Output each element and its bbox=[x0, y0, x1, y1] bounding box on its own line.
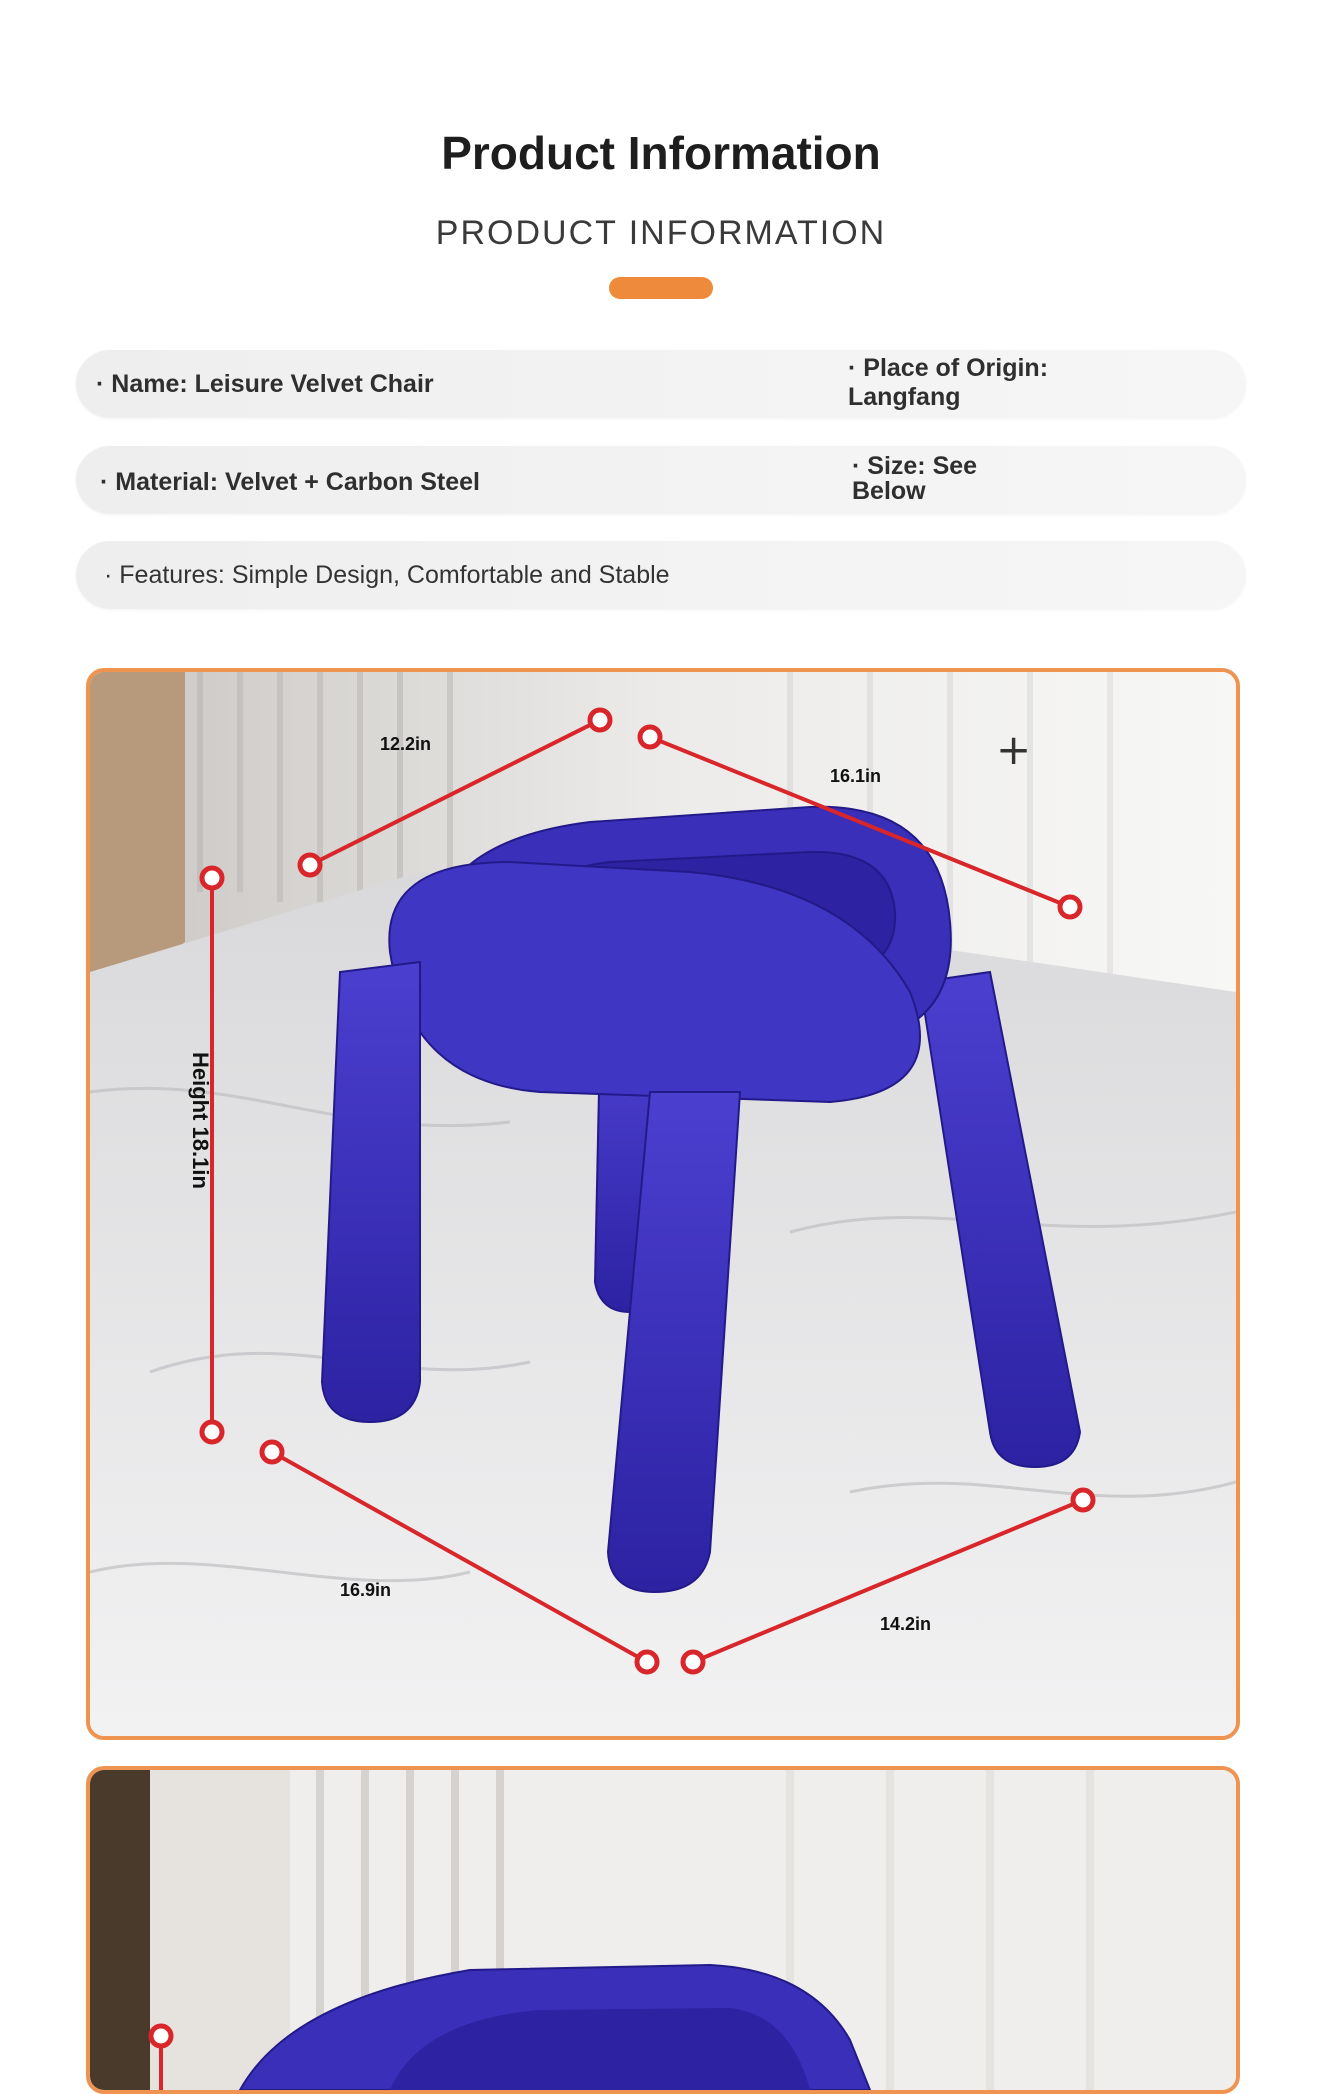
label-height: Height 18.1in bbox=[188, 1052, 213, 1189]
second-wood-wall bbox=[90, 1770, 150, 2090]
spec-size-line1: · Size: See bbox=[852, 452, 978, 480]
spec-row-material-size bbox=[76, 446, 1246, 514]
spec-features: · Features: Simple Design, Comfortable and Stable bbox=[104, 561, 670, 589]
spec-row-features bbox=[76, 541, 1246, 609]
spec-origin-line1: · Place of Origin: bbox=[848, 354, 1049, 382]
dimension-photo bbox=[86, 668, 1240, 1740]
label-base-depth: 16.9in bbox=[340, 1580, 392, 1600]
page-title: Product Information bbox=[441, 127, 881, 179]
spec-size-line2: Below bbox=[852, 477, 926, 505]
label-seat-depth: 12.2in bbox=[380, 734, 432, 754]
spec-size bbox=[852, 454, 977, 504]
spec-row-name-origin bbox=[76, 350, 1246, 418]
second-photo bbox=[86, 1766, 1240, 2094]
spec-origin bbox=[848, 354, 1048, 412]
dimension-illustration bbox=[90, 672, 1236, 1736]
spec-material: · Material: Velvet + Carbon Steel bbox=[100, 468, 480, 496]
label-seat-width: 16.1in bbox=[830, 766, 882, 786]
second-illustration bbox=[90, 1770, 1236, 2090]
page-subtitle: PRODUCT INFORMATION bbox=[435, 214, 887, 252]
label-base-width: 14.2in bbox=[880, 1614, 932, 1634]
second-dimension-endpoint bbox=[151, 2026, 171, 2046]
plus-icon: + bbox=[996, 725, 1032, 774]
spec-name: · Name: Leisure Velvet Chair bbox=[96, 370, 434, 398]
spec-origin-line2: Langfang bbox=[848, 383, 961, 411]
accent-divider bbox=[609, 277, 713, 299]
